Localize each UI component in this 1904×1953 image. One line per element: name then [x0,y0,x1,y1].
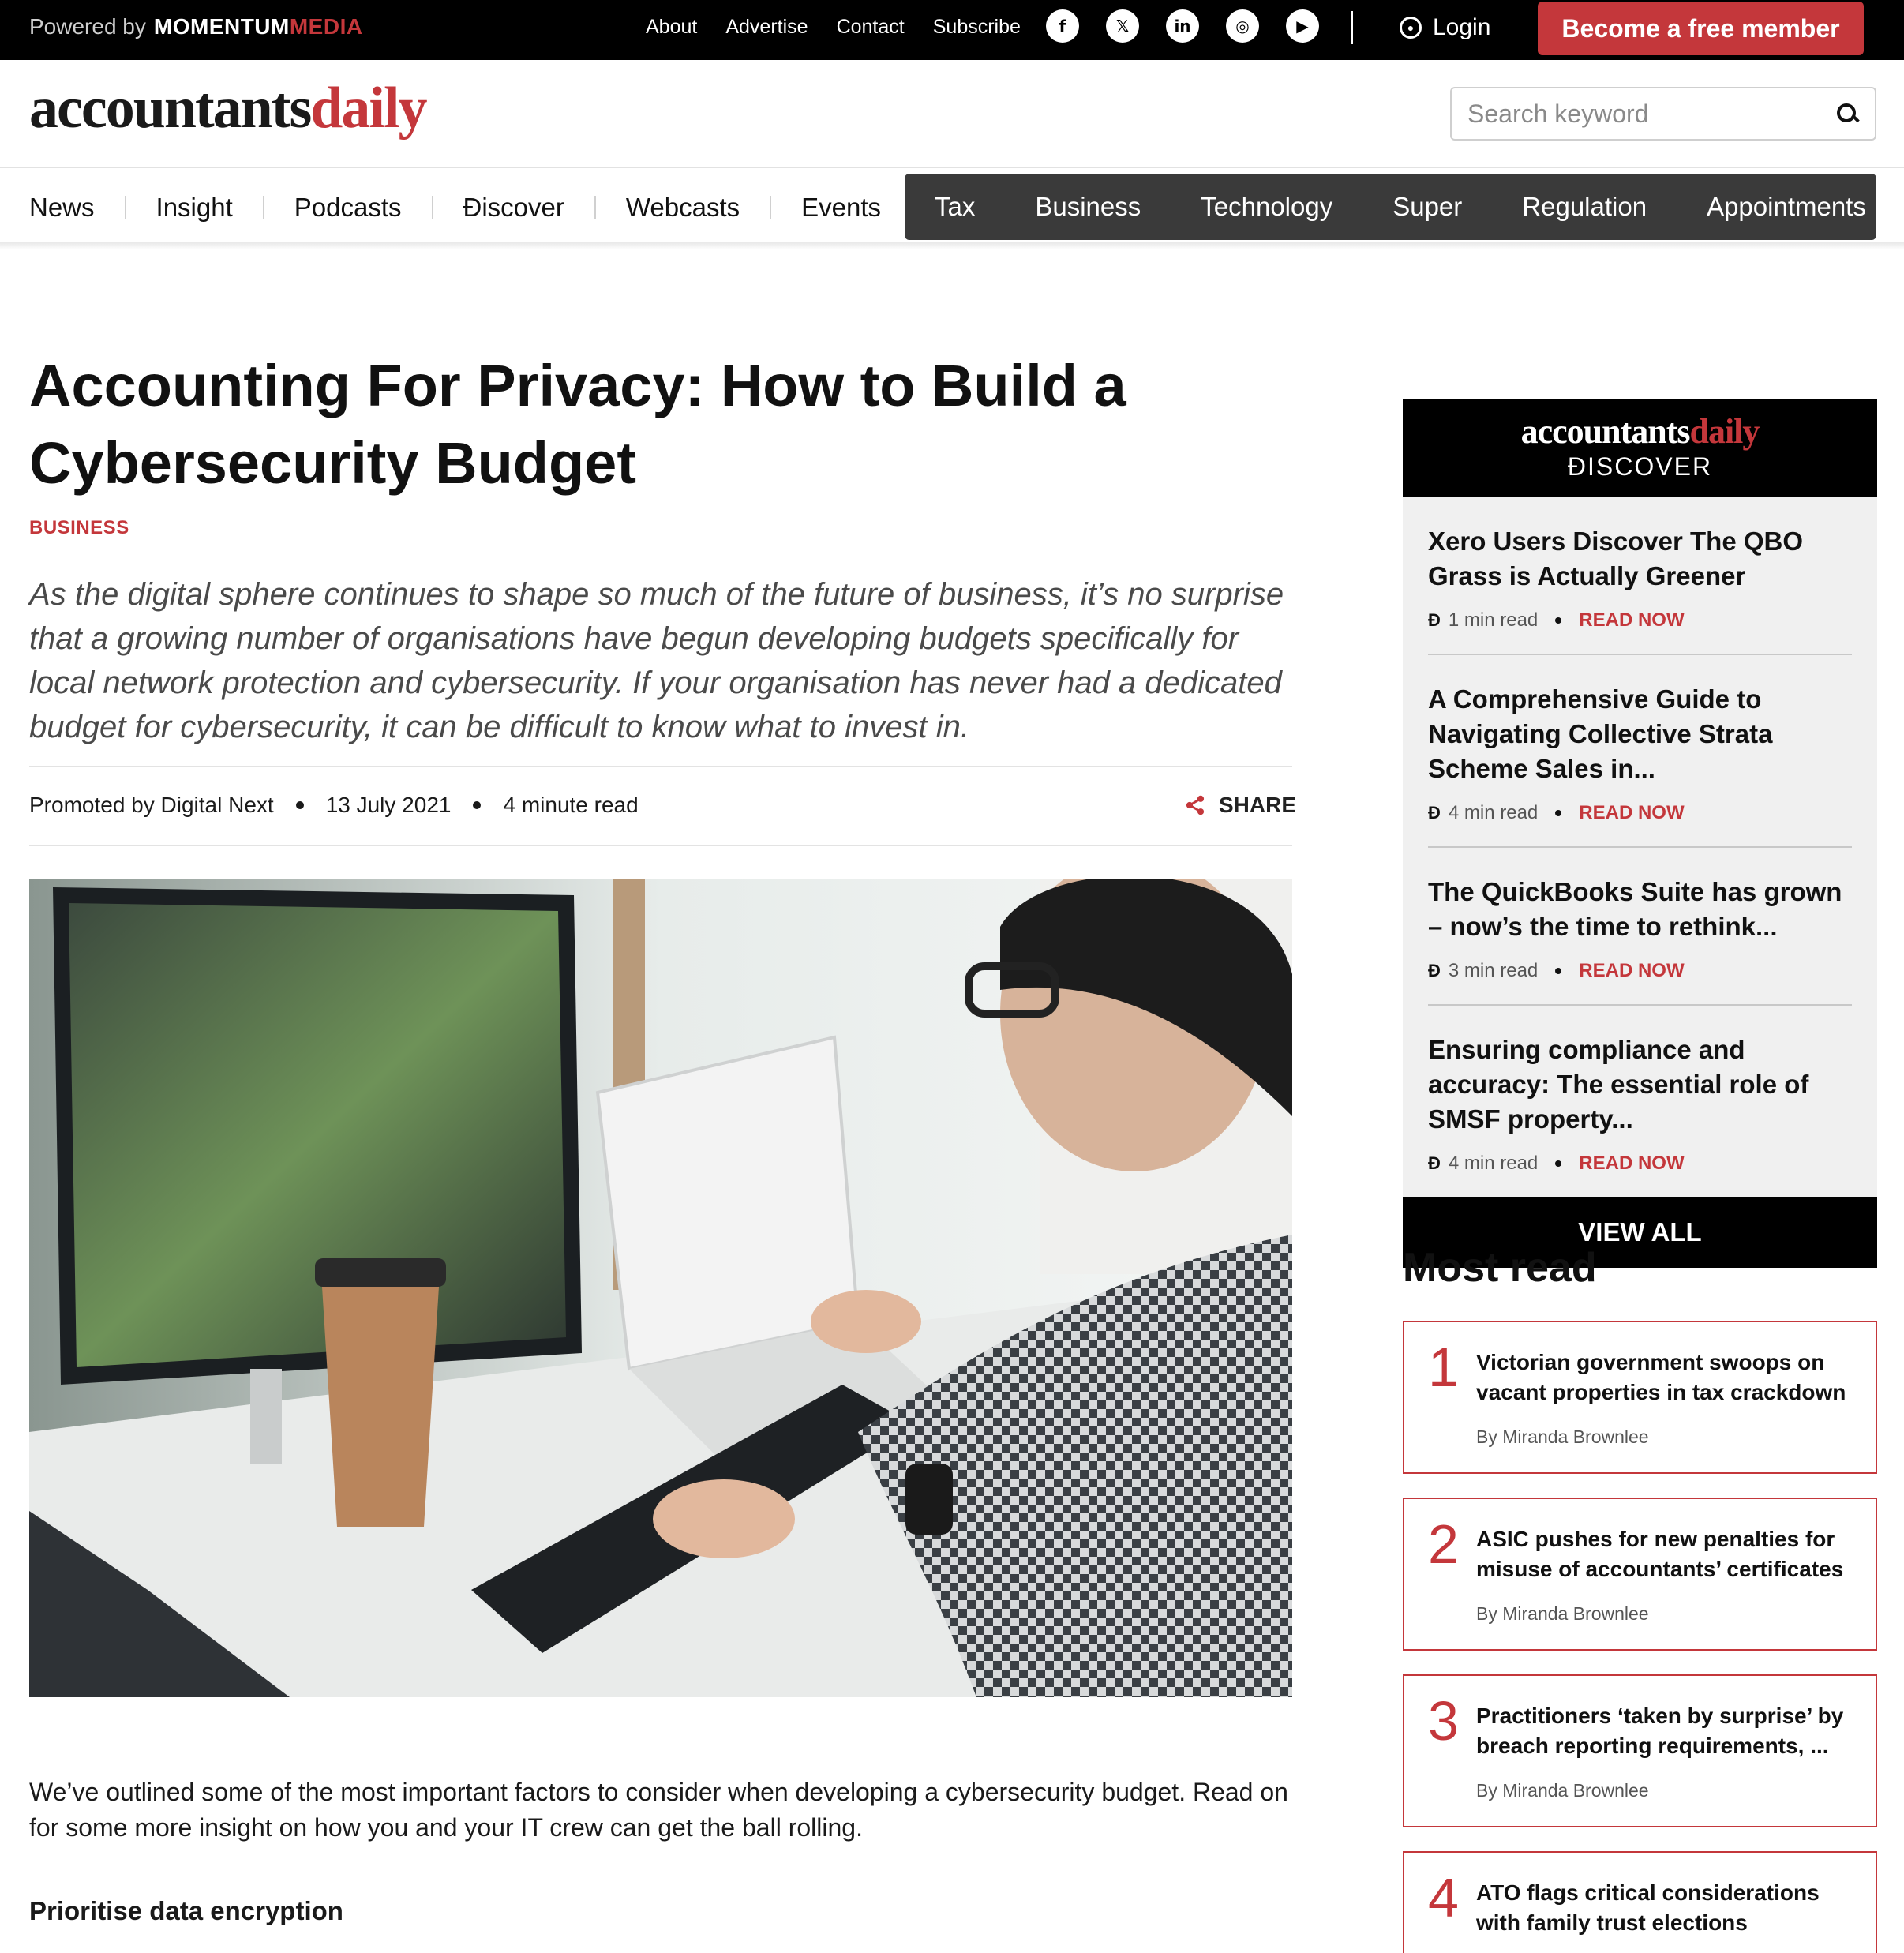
article-lede: As the digital sphere continues to shape so much of the future of business, it’s no surprise that a growing number of organisations have begun developing budgets specifically for local network protection and cybersecurity. If your organisation has never had a dedicated budget for cybersecurity, it can be difficult to know what to invest in. [29,577,1284,744]
share-icon [1184,794,1206,816]
divider [1351,11,1353,44]
most-read-rank: 2 [1428,1513,1459,1575]
most-read-title[interactable]: Victorian government swoops on vacant properties in tax crackdown [1476,1350,1846,1404]
discover-item-meta [1428,802,1852,824]
discover-icon: Ɖ [1428,1153,1441,1173]
most-read-item[interactable] [1403,1674,1877,1827]
discover-item-title[interactable]: Ensuring compliance and accuracy: The essential role of SMSF property... [1428,1035,1809,1134]
divider [29,766,1292,767]
article-date: 13 July 2021 [325,793,452,817]
search-input[interactable] [1467,99,1835,129]
search-icon[interactable] [1835,102,1859,126]
share-label: SHARE [1219,793,1297,817]
discover-item-title[interactable]: The QuickBooks Suite has grown – now’s the time to rethink... [1428,877,1842,941]
nav-webcasts[interactable]: Webcasts [625,193,740,222]
discover-icon: Ɖ [1428,961,1441,980]
discover-list [1403,497,1877,1197]
nav-separator [594,196,596,219]
discover-item-title[interactable]: Xero Users Discover The QBO Grass is Actually Greener [1428,527,1804,590]
nav-separator [770,196,771,219]
discover-item[interactable] [1428,497,1852,655]
article-meta [29,793,639,818]
most-read-title[interactable]: Practitioners ‘taken by surprise’ by breach reporting requirements, ... [1476,1704,1844,1758]
top-link-subscribe[interactable]: Subscribe [932,16,1021,38]
category-tax[interactable]: Tax [935,192,976,221]
nav-discover[interactable]: Ɖiscover [463,193,564,222]
category-super[interactable]: Super [1392,192,1463,221]
discover-icon: Ɖ [1428,803,1441,823]
meta-dot [1555,968,1561,974]
user-icon: ● [1400,17,1422,39]
read-now-link[interactable]: READ NOW [1579,1153,1685,1174]
instagram-icon[interactable]: ◎ [1226,9,1259,43]
article-subheading: Prioritise data encryption [29,1896,343,1925]
discover-widget [1403,399,1877,1268]
nav-podcasts[interactable]: Podcasts [294,193,402,222]
discover-item[interactable] [1428,1006,1852,1197]
social-links [1046,9,1319,43]
discover-item-time: 3 min read [1448,960,1539,981]
nav-events[interactable]: Events [801,193,882,222]
login-link[interactable] [1400,14,1490,41]
discover-item-time: 4 min read [1448,802,1539,823]
discover-logo: accountantsdaily [1520,412,1760,451]
meta-dot [1555,810,1561,816]
most-read-title[interactable]: ASIC pushes for new penalties for misuse of accountants’ certificates [1476,1527,1844,1581]
most-read-rank: 3 [1428,1690,1459,1752]
powered-by-label: Powered by [29,14,146,39]
login-label: Login [1433,14,1491,40]
nav-insight[interactable]: Insight [156,193,233,222]
most-read-item[interactable] [1403,1851,1877,1953]
view-all-button[interactable]: VIEW ALL [1403,1197,1877,1268]
search-box [1450,87,1876,141]
discover-label: ƉISCOVER [1567,452,1713,481]
most-read-author: By Miranda Brownlee [1476,1603,1649,1624]
top-link-about[interactable]: About [646,16,698,38]
most-read-rank: 1 [1428,1336,1459,1398]
discover-item-time: 4 min read [1448,1153,1539,1174]
category-business[interactable]: Business [1035,192,1141,221]
article-hero-image [29,879,1292,1697]
top-links [646,16,1021,39]
facebook-icon[interactable]: f [1046,9,1079,43]
top-link-advertise[interactable]: Advertise [725,16,808,38]
most-read-item[interactable] [1403,1321,1877,1474]
category-regulation[interactable]: Regulation [1522,192,1647,221]
site-logo[interactable]: accountantsdaily [29,76,426,141]
meta-dot [1555,617,1561,624]
most-read-title[interactable]: ATO flags critical considerations with family trust elections [1476,1880,1820,1935]
article-title: Accounting For Privacy: How to Build a Cybersecurity Budget [29,353,1126,496]
share-button[interactable] [1184,793,1296,818]
powered-by[interactable] [29,14,363,39]
discover-item[interactable] [1428,848,1852,1006]
nav-news[interactable]: News [29,193,95,222]
most-read-rank: 4 [1428,1867,1459,1929]
become-member-button[interactable]: Become a free member [1538,2,1864,55]
meta-dot [1555,1160,1561,1167]
divider [29,845,1292,846]
discover-header[interactable] [1403,399,1877,497]
nav-shadow [0,242,1904,249]
category-technology[interactable]: Technology [1201,192,1333,221]
read-time: 4 minute read [503,793,639,817]
discover-item-time: 1 min read [1448,609,1539,631]
nav-separator [263,196,264,219]
x-icon[interactable]: 𝕏 [1106,9,1139,43]
read-now-link[interactable]: READ NOW [1579,802,1685,823]
top-bar [0,0,1904,60]
discover-item-title[interactable]: A Comprehensive Guide to Navigating Collective Strata Scheme Sales in... [1428,684,1773,783]
primary-nav [29,175,881,240]
youtube-icon[interactable]: ▶ [1286,9,1319,43]
top-link-contact[interactable]: Contact [836,16,905,38]
most-read-author: By Miranda Brownlee [1476,1426,1649,1447]
discover-item-meta [1428,960,1852,982]
header-divider [0,167,1904,168]
article-paragraph: We’ve outlined some of the most important factors to consider when developing a cybersecurity budget. Read on for some more insight on how you and your IT crew can get the ball rolling. [29,1778,1288,1842]
meta-dot [473,801,481,809]
read-now-link[interactable]: READ NOW [1579,609,1685,631]
momentum-media-logo: MOMENTUMMEDIA [153,14,363,39]
meta-dot [296,801,304,809]
most-read-heading: Most read [1403,1245,1597,1291]
discover-item[interactable] [1428,655,1852,848]
most-read-item[interactable] [1403,1498,1877,1651]
nav-separator [432,196,433,219]
promoted-by: Promoted by Digital Next [29,793,274,817]
read-now-link[interactable]: READ NOW [1579,960,1685,981]
linkedin-icon[interactable]: in [1166,9,1199,43]
category-nav [905,174,1876,240]
discover-icon: Ɖ [1428,610,1441,630]
most-read-author: By Miranda Brownlee [1476,1780,1649,1801]
discover-item-meta [1428,609,1852,632]
discover-item-meta [1428,1153,1852,1175]
nav-separator [125,196,126,219]
article-category[interactable]: BUSINESS [29,517,129,538]
category-appointments[interactable]: Appointments [1707,192,1866,221]
